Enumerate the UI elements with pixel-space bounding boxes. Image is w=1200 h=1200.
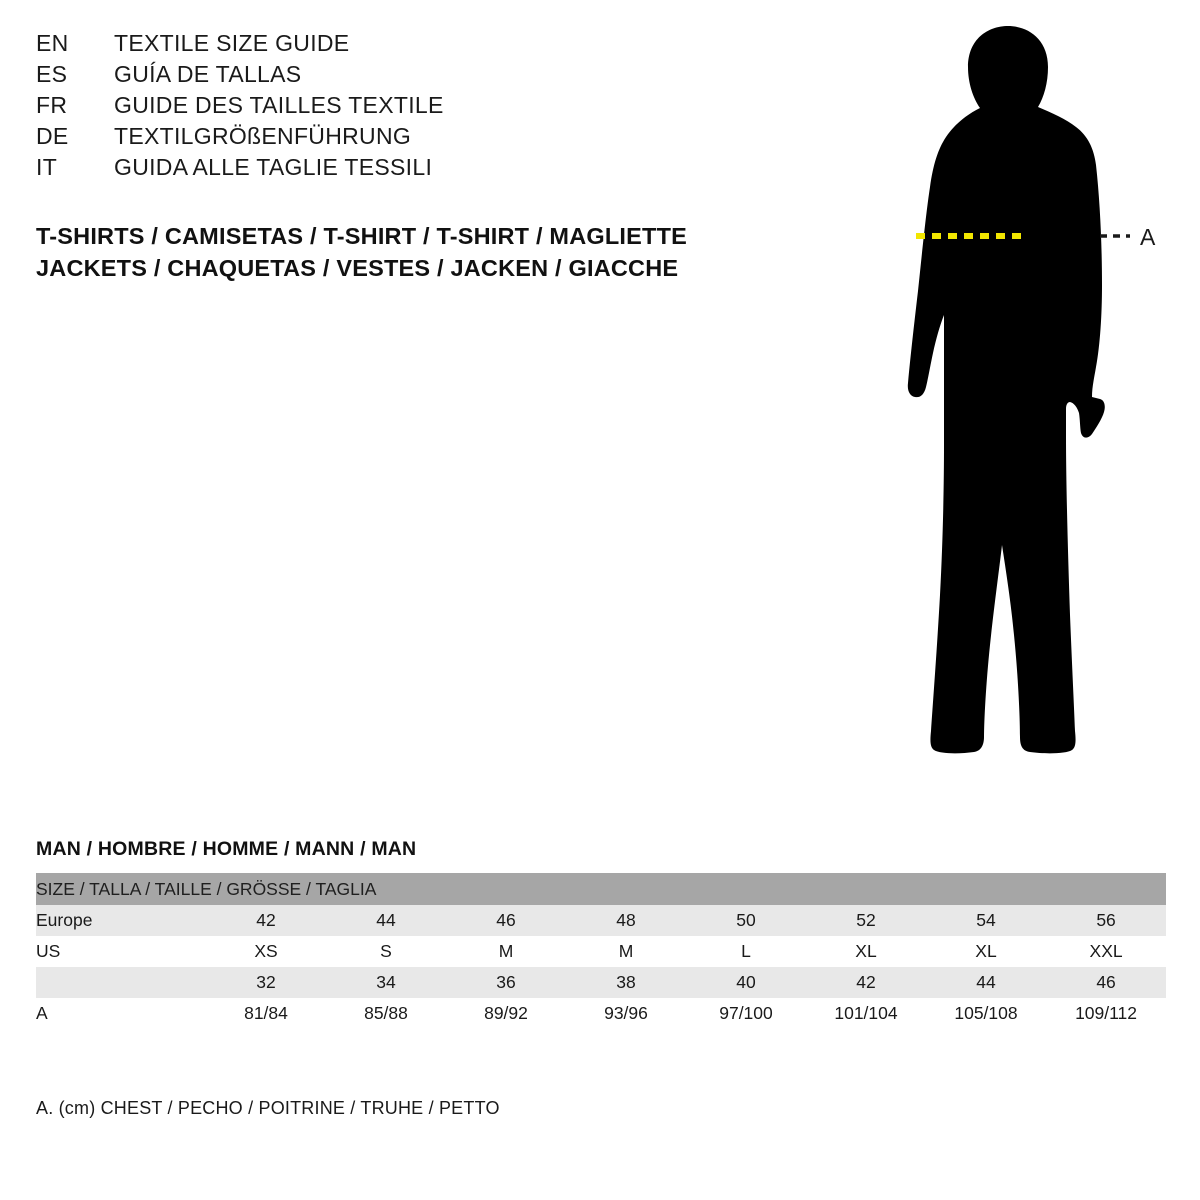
language-title: GUIDA ALLE TAGLIE TESSILI (114, 154, 433, 180)
language-code: ES (36, 61, 68, 87)
cell-value: 97/100 (686, 998, 806, 1029)
row-label: US (36, 936, 206, 967)
language-title: GUÍA DE TALLAS (114, 61, 302, 87)
table-row (36, 998, 1166, 1029)
language-row (36, 92, 756, 123)
language-code: IT (36, 154, 58, 180)
language-code: EN (36, 30, 69, 56)
cell-value: XL (806, 936, 926, 967)
male-silhouette-icon (800, 15, 1190, 805)
cell-value: 56 (1046, 905, 1166, 936)
row-label: A (36, 998, 206, 1029)
row-label (36, 967, 206, 998)
table-row (36, 936, 1166, 967)
cell-value: 81/84 (206, 998, 326, 1029)
cell-value: 42 (206, 905, 326, 936)
language-row (36, 154, 756, 185)
cell-value: 36 (446, 967, 566, 998)
cell-value: 44 (326, 905, 446, 936)
category-tshirts: T-SHIRTS / CAMISETAS / T-SHIRT / T-SHIRT / MAGLIETTE (36, 223, 687, 249)
language-title: TEXTILE SIZE GUIDE (114, 30, 350, 56)
cell-value: 34 (326, 967, 446, 998)
language-title: TEXTILGRÖßENFÜHRUNG (114, 123, 412, 149)
cell-value: 38 (566, 967, 686, 998)
language-list (36, 30, 756, 185)
size-table-section (36, 838, 1166, 1029)
language-row (36, 61, 756, 92)
table-group-label: MAN / HOMBRE / HOMME / MANN / MAN (36, 838, 417, 860)
language-code: DE (36, 123, 69, 149)
row-label: Europe (36, 905, 206, 936)
cell-value: 32 (206, 967, 326, 998)
cell-value: 40 (686, 967, 806, 998)
cell-value: L (686, 936, 806, 967)
cell-value: 93/96 (566, 998, 686, 1029)
cell-value: 54 (926, 905, 1046, 936)
size-table (36, 873, 1166, 1029)
measure-label-a: A (1140, 224, 1156, 250)
category-jackets: JACKETS / CHAQUETAS / VESTES / JACKEN / GIACCHE (36, 255, 679, 281)
garment-category-list (36, 220, 796, 284)
cell-value: M (566, 936, 686, 967)
cell-value: 101/104 (806, 998, 926, 1029)
table-header-label: SIZE / TALLA / TAILLE / GRÖSSE / TAGLIA (36, 873, 1166, 905)
language-code: FR (36, 92, 68, 118)
cell-value: 89/92 (446, 998, 566, 1029)
table-row (36, 905, 1166, 936)
cell-value: XXL (1046, 936, 1166, 967)
cell-value: 85/88 (326, 998, 446, 1029)
table-row (36, 967, 1166, 998)
body-measurement-figure (800, 15, 1190, 805)
cell-value: 48 (566, 905, 686, 936)
cell-value: 109/112 (1046, 998, 1166, 1029)
cell-value: XS (206, 936, 326, 967)
language-row (36, 30, 756, 61)
cell-value: 50 (686, 905, 806, 936)
cell-value: 52 (806, 905, 926, 936)
measurement-footnote: A. (cm) CHEST / PECHO / POITRINE / TRUHE / PETTO (36, 1098, 500, 1118)
cell-value: 44 (926, 967, 1046, 998)
cell-value: 105/108 (926, 998, 1046, 1029)
table-header-row (36, 873, 1166, 905)
cell-value: S (326, 936, 446, 967)
cell-value: M (446, 936, 566, 967)
cell-value: 46 (1046, 967, 1166, 998)
cell-value: 42 (806, 967, 926, 998)
cell-value: 46 (446, 905, 566, 936)
language-row (36, 123, 756, 154)
language-title: GUIDE DES TAILLES TEXTILE (114, 92, 444, 118)
cell-value: XL (926, 936, 1046, 967)
